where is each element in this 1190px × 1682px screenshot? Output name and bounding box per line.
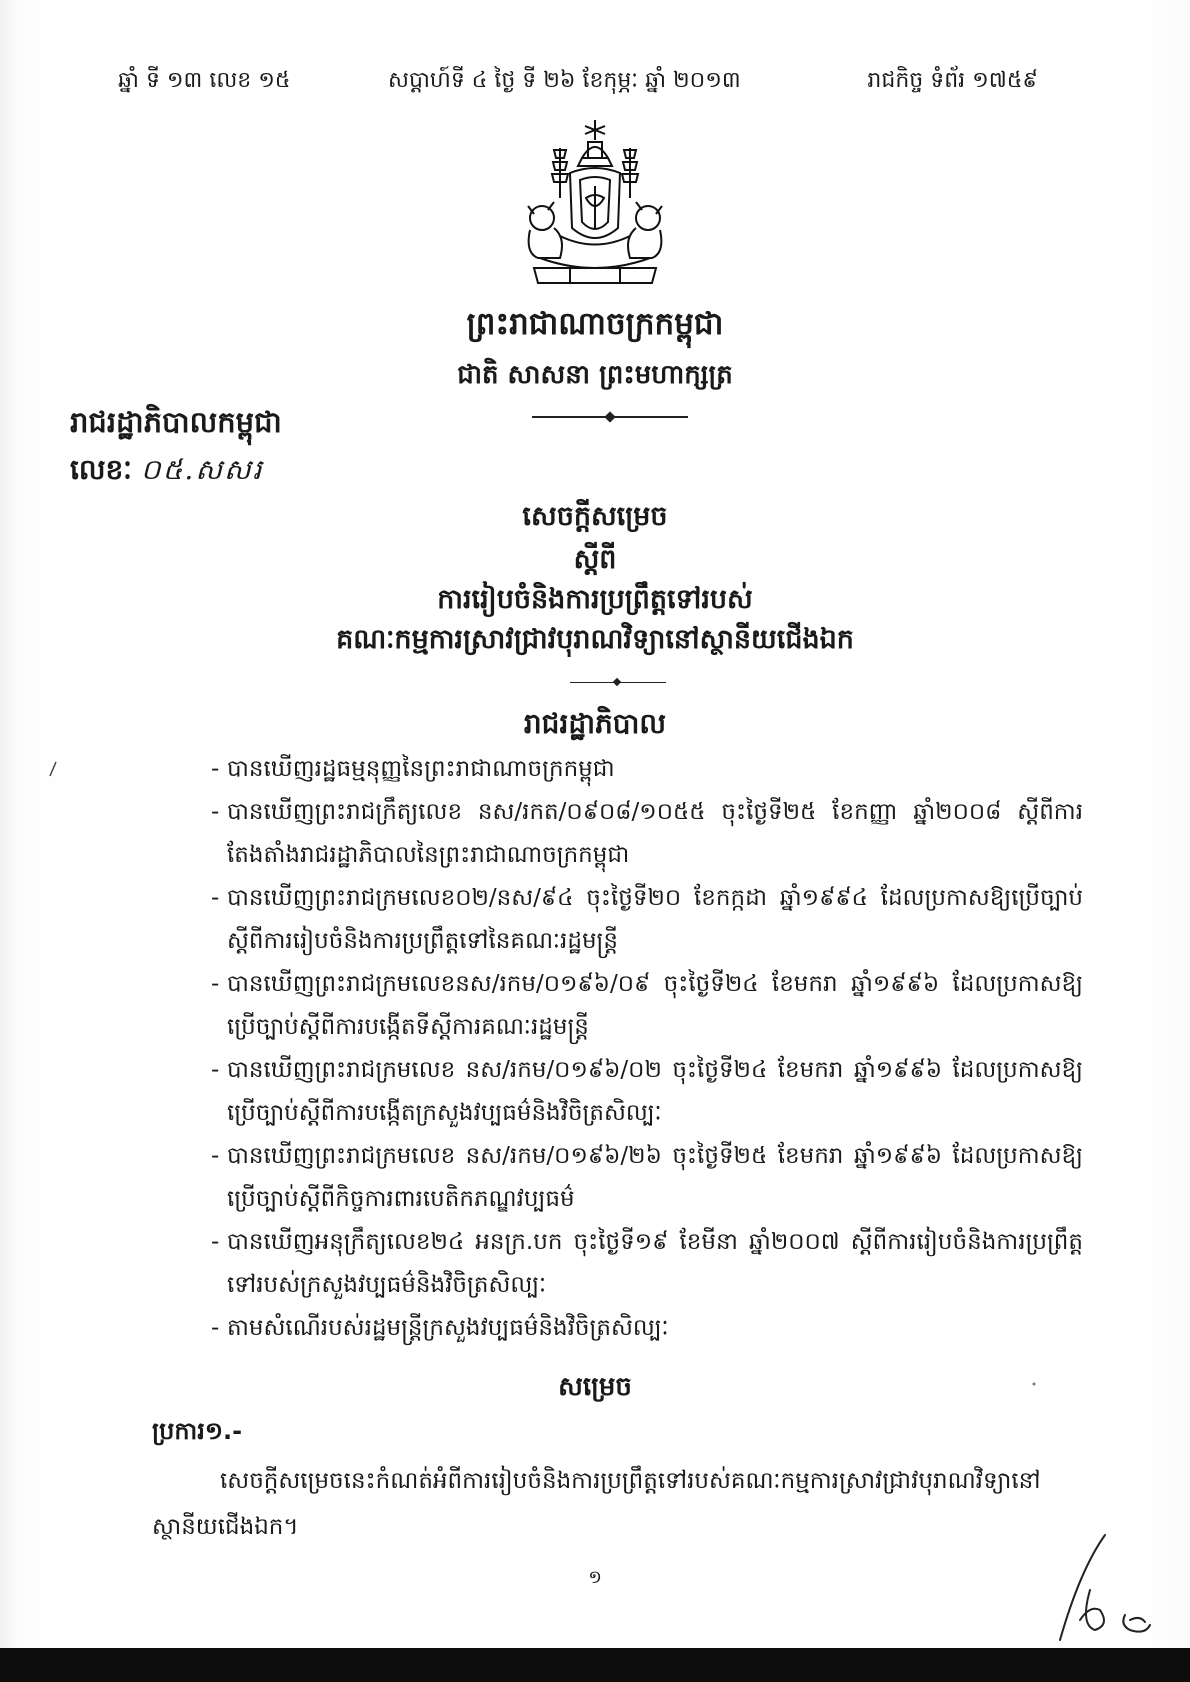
title-divider <box>570 682 666 683</box>
national-motto: ជាតិ សាសនា ព្រះមហាក្សត្រ <box>457 360 733 390</box>
recital-item: - បានឃើញព្រះរាជក្រឹត្យលេខ នស/រកត/០៩០៨/១០៥៥ ចុះថ្ងៃទី២៥ ខែកញ្ញា ឆ្នាំ២០០៨ ស្តីពីការតែងតាំងរាជរដ្ឋាភិបាលនៃព្រះរាជាណាចក្រកម្ពុជា <box>213 791 1083 877</box>
recital-item: - បានឃើញព្រះរាជក្រមលេខនស/រកម/០១៩៦/០៩ ចុះថ្ងៃទី២៤ ខែមករា ឆ្នាំ១៩៩៦ ដែលប្រកាសឱ្យប្រើច្បាប់ស្តីពីការបង្កើតទីស្តីការគណៈរដ្ឋមន្ត្រី <box>213 963 1083 1049</box>
decision-title: សេចក្តីសម្រេច <box>522 501 668 532</box>
gazette-page-ref: រាជកិច្ច ទំព័រ ១៧៥៩ <box>867 68 1038 93</box>
recital-item: - បានឃើញអនុក្រឹត្យលេខ២៤ អនក្រ.បក ចុះថ្ងៃទី១៩ ខែមីនា ឆ្នាំ២០០៧ ស្តីពីការរៀបចំនិងការប្រព្រឹត្តទៅរបស់ក្រសួងវប្បធម៌និងវិចិត្រសិល្បៈ <box>213 1221 1083 1307</box>
article-1-body: សេចក្តីសម្រេចនេះកំណត់អំពីការរៀបចំនិងការប្រព្រឹត្តទៅរបស់គណៈកម្មការស្រាវជ្រាវបុរាណវិទ្យានៅស្ថានីយជើងឯក។ <box>152 1468 1041 1540</box>
document-number <box>70 452 264 493</box>
decides-heading: សម្រេច <box>558 1372 632 1402</box>
scan-border-bar <box>0 1648 1190 1682</box>
motto-divider <box>532 416 688 418</box>
recital-item: - តាមសំណើរបស់រដ្ឋមន្ត្រីក្រសួងវប្បធម៌និងវិចិត្រសិល្បៈ <box>213 1307 1083 1350</box>
recital-item: - បានឃើញព្រះរាជក្រមលេខ នស/រកម/០១៩៦/២៦ ចុះថ្ងៃទី២៥ ខែមករា ឆ្នាំ១៩៩៦ ដែលប្រកាសឱ្យប្រើច្បាប់ស្តីពីកិច្ចការពារបេតិកភណ្ឌវប្បធម៌ <box>213 1135 1083 1221</box>
recital-item: - បានឃើញព្រះរាជក្រមលេខ នស/រកម/០១៩៦/០២ ចុះថ្ងៃទី២៤ ខែមករា ឆ្នាំ១៩៩៦ ដែលប្រកាសឱ្យប្រើច្បាប់ស្តីពីការបង្កើតក្រសួងវប្បធម៌និងវិចិត្រសិល្បៈ <box>213 1049 1083 1135</box>
decision-subject-line1: ការរៀបចំនិងការប្រព្រឹត្តទៅរបស់ <box>437 584 753 615</box>
article-1-heading: ប្រការ១.- <box>152 1417 243 1445</box>
page-number: ១ <box>588 1567 602 1588</box>
government-heading: រាជរដ្ឋាភិបាល <box>523 707 667 740</box>
scan-speck-icon <box>1030 1380 1038 1388</box>
document-number-label: លេខៈ <box>70 453 132 486</box>
initials-signature-icon <box>1050 1530 1170 1650</box>
gazette-issue: ឆ្នាំ ទី ១៣ លេខ ១៥ <box>118 68 291 93</box>
decision-subject-line2: គណៈកម្មការស្រាវជ្រាវបុរាណវិទ្យានៅស្ថានីយជើងឯក <box>336 624 854 655</box>
scan-mark-icon <box>48 760 58 778</box>
recital-item: - បានឃើញរដ្ឋធម្មនុញ្ញនៃព្រះរាជាណាចក្រកម្ពុជា <box>213 748 1083 791</box>
document-number-value: ០៥.សសរ <box>140 453 264 486</box>
decision-title-about: ស្តីពី <box>573 544 617 575</box>
issuing-authority: រាជរដ្ឋាភិបាលកម្ពុជា <box>70 405 282 439</box>
gazette-date: សប្តាហ៍ទី ៤ ថ្ងៃ ទី ២៦ ខែកុម្ភៈ ឆ្នាំ ២០១៣ <box>388 68 741 93</box>
recital-item: - បានឃើញព្រះរាជក្រមលេខ០២/នស/៩៤ ចុះថ្ងៃទី២០ ខែកក្កដា ឆ្នាំ១៩៩៤ ដែលប្រកាសឱ្យប្រើច្បាប់ស្តីពីការរៀបចំនិងការប្រព្រឹត្តទៅនៃគណៈរដ្ឋមន្ត្រី <box>213 877 1083 963</box>
kingdom-title: ព្រះរាជាណាចក្រកម្ពុជា <box>466 306 724 342</box>
recitals-list <box>213 748 1083 1350</box>
royal-coat-of-arms-icon <box>520 118 670 293</box>
